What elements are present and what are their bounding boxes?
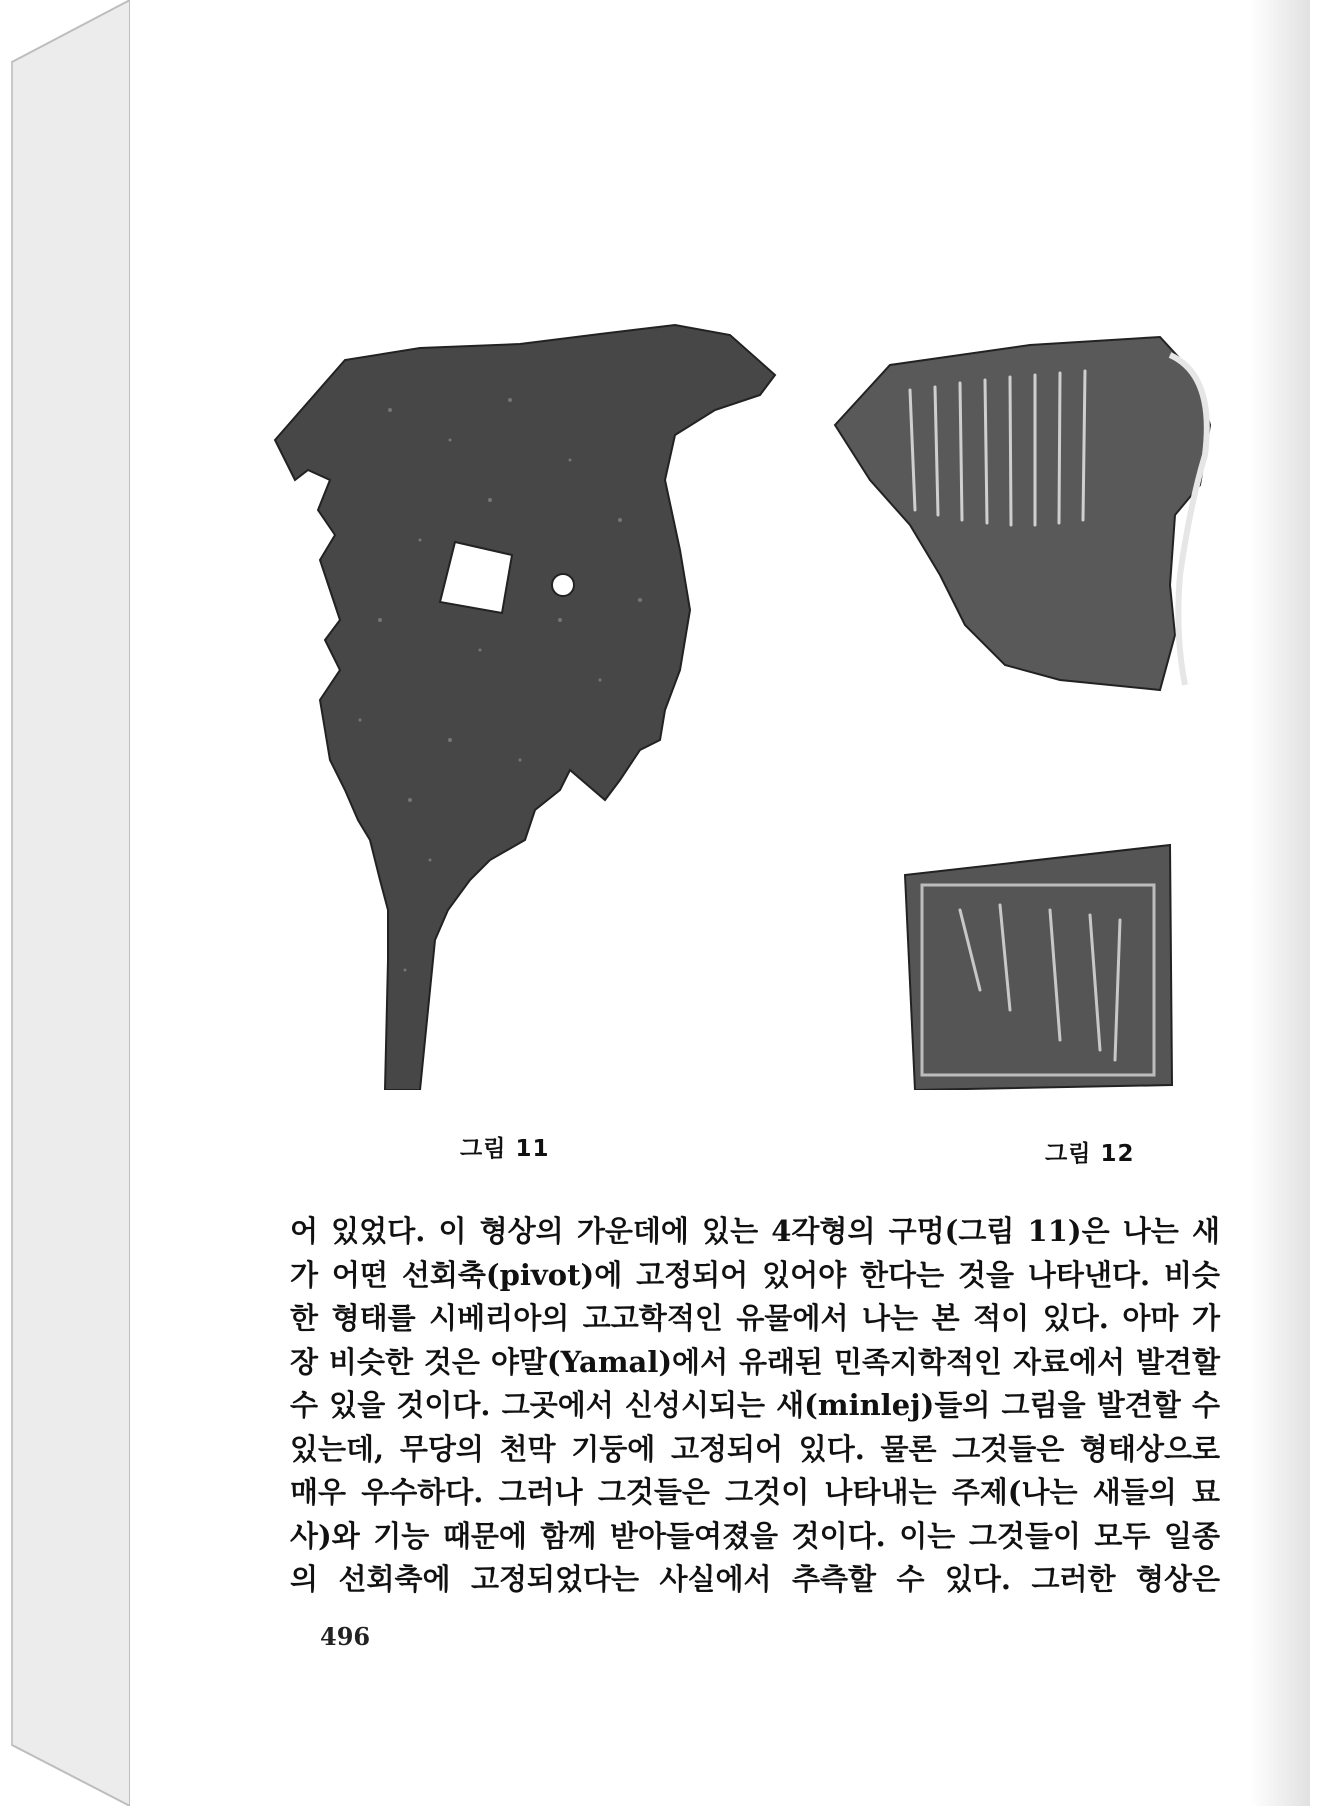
page-number: 496: [320, 1622, 371, 1651]
figure-caption-11: 그림 11: [460, 1136, 550, 1162]
body-line: 있는데, 무당의 천막 기둥에 고정되어 있다. 물론 그것들은 형태상으로: [290, 1431, 1220, 1466]
body-line: 한 형태를 시베리아의 고고학적인 유물에서 나는 본 적이 있다. 아마 가: [290, 1301, 1220, 1335]
page-edge-shadow: [1250, 0, 1310, 1806]
body-line: 수 있을 것이다. 그곳에서 신성시되는 새(minlej)들의 그림을 발견할 수: [290, 1388, 1220, 1422]
figure-11-artifact: [270, 320, 790, 1090]
body-line: 의 선회축에 고정되었다는 사실에서 추측할 수 있다. 그러한 형상은: [290, 1562, 1220, 1596]
body-paragraph: [290, 1210, 1220, 1602]
body-line: 장 비슷한 것은 야말(Yamal)에서 유래된 민족지학적인 자료에서 발견할: [290, 1344, 1220, 1379]
body-line: 가 어떤 선회축(pivot)에 고정되어 있어야 한다는 것을 나타낸다. 비슷: [290, 1257, 1220, 1292]
figure-12-artifact-top: [830, 335, 1220, 695]
figure-12-artifact-bottom: [900, 840, 1180, 1090]
figure-caption-12: 그림 12: [1045, 1141, 1135, 1167]
body-line: 매우 우수하다. 그러나 그것들은 그것이 나타내는 주제(나는 새들의 묘: [290, 1475, 1220, 1509]
body-line: 사)와 기능 때문에 함께 받아들여졌을 것이다. 이는 그것들이 모두 일종: [290, 1518, 1220, 1553]
body-line: 어 있었다. 이 형상의 가운데에 있는 4각형의 구멍(그림 11)은 나는 새: [290, 1214, 1220, 1248]
